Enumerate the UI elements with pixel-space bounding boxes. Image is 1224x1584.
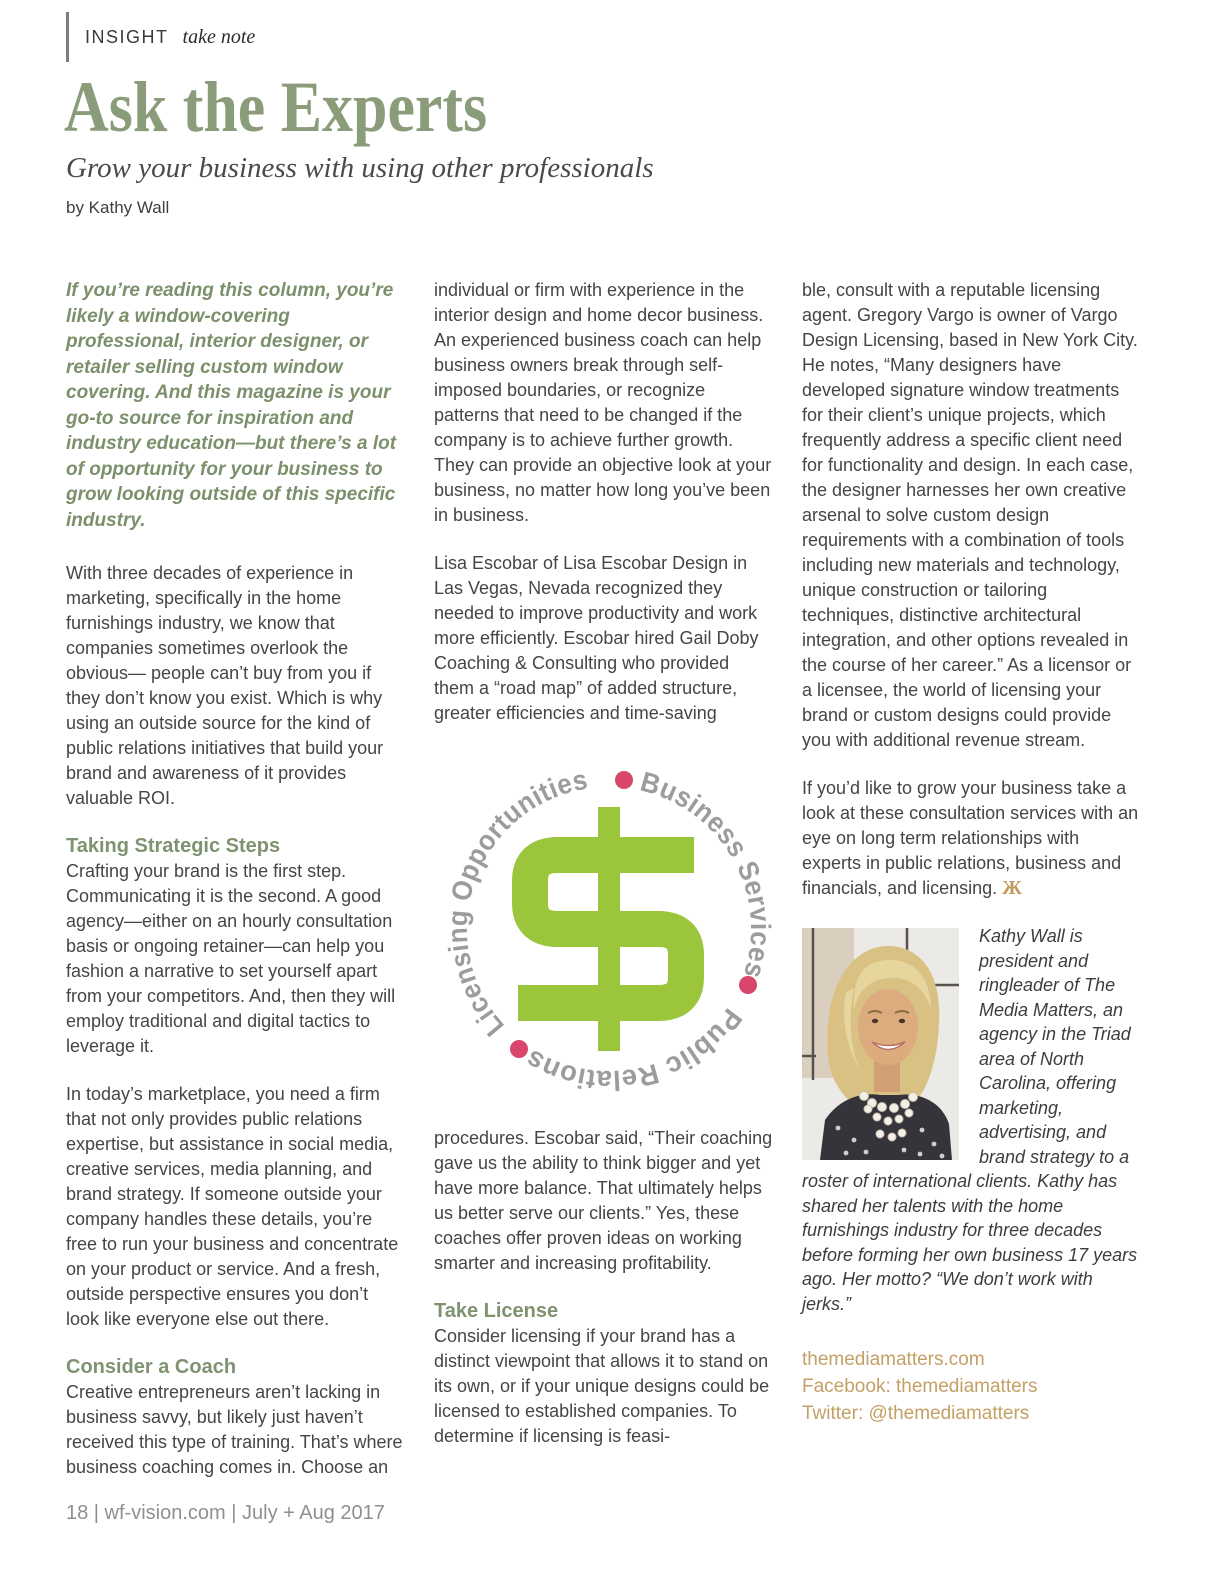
- section-tagline: take note: [182, 25, 256, 48]
- contact-links: [802, 1346, 1142, 1427]
- paragraph-col2-3: procedures. Escobar said, “Their coaching gave us the ability to think bigger and yet have more balance. That ultimately helps us better serve our clients.” Yes, these coaches offer proven ideas on working smarter and increasing profitability.: [434, 1128, 773, 1273]
- paragraph-col3-2: [802, 776, 1142, 901]
- end-of-article-icon: Ж: [1002, 877, 1022, 899]
- subheading-consider-a-coach: Consider a Coach: [66, 1356, 237, 1378]
- kathy-wall-photo: [802, 928, 959, 1160]
- byline: by Kathy Wall: [66, 198, 170, 217]
- subheading-taking-strategic-steps: Taking Strategic Steps: [66, 835, 281, 857]
- arc-text-business-services: Business Services: [637, 765, 774, 984]
- paragraph-col1-4: Creative entrepreneurs aren’t lacking in business savvy, but likely just haven’t received this type of training. That’s where business coaching comes in. Choose an: [66, 1382, 403, 1477]
- page-title-text: Ask the Experts: [64, 67, 488, 147]
- separator-dot-top: [615, 771, 633, 789]
- dollar-services-logo: [434, 749, 774, 1114]
- paragraph-col1-1: With three decades of experience in marketing, specifically in the home furnishings industry, we know that companies sometimes overlook the obvious— people can’t buy from you if they don’t know you exist. Which is why using an outside source for the kind of public relations initiatives that build your brand and awareness of it provides valuable ROI.: [66, 563, 384, 808]
- kicker: [66, 12, 255, 62]
- subheading-take-license: Take License: [434, 1300, 559, 1322]
- column-1: [66, 278, 406, 1503]
- column-2: [434, 278, 774, 1503]
- column-3: [802, 278, 1142, 1503]
- paragraph-col3-2-text: If you’d like to grow your business take a look at these consultation services with an eye on long term relationships with experts in public relations, business and financials, and licensing.: [802, 778, 1139, 898]
- article-body: [66, 278, 1142, 1503]
- separator-dot-right: [739, 976, 757, 994]
- paragraph-col2-1: individual or firm with experience in the interior design and home decor business. An experienced business coach can help business owners break through self-imposed boundaries, or recognize patterns that need to be changed if the company is to achieve further growth. They can provide an objective look at your business, no matter how long you’ve been in business.: [434, 280, 772, 525]
- separator-dot-left: [510, 1040, 528, 1058]
- author-bio: Kathy Wall is president and ringleader of The Media Matters, an agency in the Triad area of North Carolina, offering marketing, advertising, and brand strategy to a roster of international clients. Kathy has shared her talents with the home furnishings industry for three decades before forming her own business 17 years ago. Her motto? “We don’t work with jerks.”: [802, 926, 1138, 1314]
- paragraph-col3-1: ble, consult with a reputable licensing agent. Gregory Vargo is owner of Vargo Design Licensing, based in New York City. He notes, “Many designers have developed signature window treatments for their client’s unique projects, which frequently address a specific client need for functionality and design. In each case, the designer harnesses her own creative arsenal to solve custom design requirements with a combination of tools including new materials and technology, unique construction or tailoring techniques, distinctive architectural integration, and other options revealed in the course of her career.” As a licensor or a licensee, the world of licensing your brand or custom designs could provide you with additional revenue stream.: [802, 280, 1138, 750]
- face: [858, 989, 918, 1065]
- arc-text-licensing-opportunities: Licensing Opportunities: [441, 763, 592, 1043]
- author-bio-block: [802, 924, 1142, 1316]
- kicker-rule: [66, 12, 69, 62]
- page-footer: 18 | wf-vision.com | July + Aug 2017: [66, 1502, 385, 1524]
- twitter-link[interactable]: Twitter: @themediamatters: [802, 1403, 1030, 1424]
- website-link[interactable]: themediamatters.com: [802, 1349, 985, 1370]
- paragraph-col1-3: In today’s marketplace, you need a firm that not only provides public relations expertise, but assistance in social media, creative services, media planning, and brand strategy. If someone outside your company handles these details, you’re free to run your business and concentrate on your product or service. And a fresh, outside perspective ensures you don’t look like everyone else out there.: [66, 1084, 399, 1329]
- paragraph-col1-2: Crafting your brand is the first step. Communicating it is the second. A good agency—either on an hourly consultation basis or ongoing retainer—can help you fashion a narrative to set yourself apart from your competitors. And, then they will employ traditional and digital tactics to leverage it.: [66, 861, 396, 1056]
- intro-paragraph: If you’re reading this column, you’re likely a window-covering professional, interior designer, or retailer selling custom window covering. And this magazine is your go-to source for inspiration and industry education—but there’s a lot of opportunity for your business to grow looking outside of this specific industry.: [66, 280, 397, 531]
- dollar-sign-icon: [518, 807, 694, 1051]
- dollar-logo-graphic: [434, 749, 774, 1109]
- paragraph-col2-4: Consider licensing if your brand has a distinct viewpoint that allows it to stand on its own, or if your unique designs could be licensed to established companies. To determine if licensing is feasi-: [434, 1326, 770, 1446]
- paragraph-col2-2: Lisa Escobar of Lisa Escobar Design in Las Vegas, Nevada recognized they needed to improve productivity and work more efficiently. Escobar hired Gail Doby Coaching & Consulting who provided them a “road map” of added structure, greater efficiencies and time-saving: [434, 553, 759, 723]
- page-title: [64, 67, 556, 147]
- facebook-link[interactable]: Facebook: themediamatters: [802, 1376, 1038, 1397]
- arc-text-public-relations: Public Relations: [519, 1003, 749, 1097]
- svg-text:Business Services: [637, 766, 774, 982]
- article-subtitle: Grow your business with using other professionals: [66, 152, 654, 184]
- section-label: INSIGHT: [85, 26, 169, 47]
